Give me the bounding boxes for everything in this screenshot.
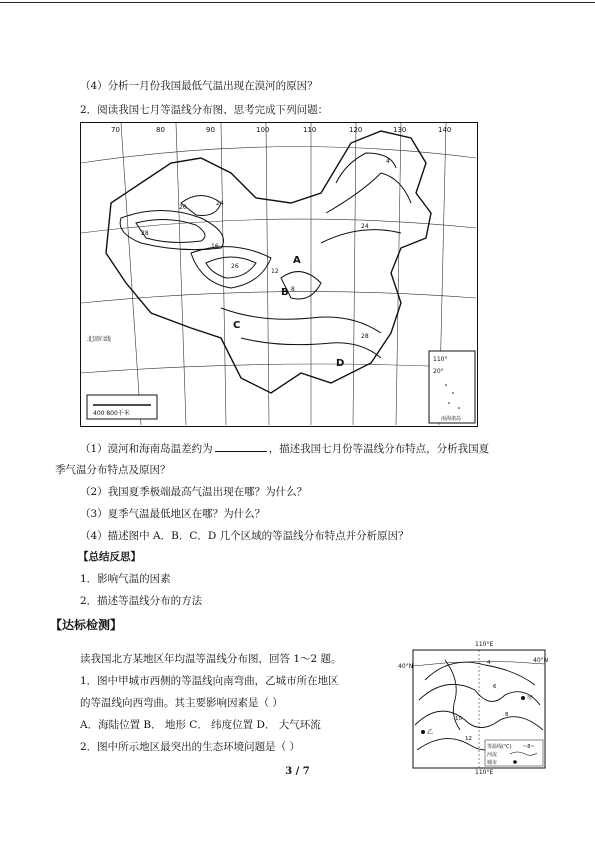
lon-label: 110 — [303, 126, 317, 134]
contour-label: 10 — [455, 716, 462, 722]
contour-label: 8 — [505, 712, 509, 718]
answer-blank[interactable] — [215, 441, 267, 452]
svg-text:甲: 甲 — [527, 695, 534, 702]
svg-text:南海诸岛: 南海诸岛 — [441, 416, 462, 422]
contour-label: 8 — [291, 286, 295, 293]
contour-label: 4 — [487, 660, 491, 666]
region-label-b: B — [281, 287, 289, 298]
contour-label: 28 — [141, 230, 149, 237]
svg-text:110°: 110° — [433, 356, 448, 363]
lon-label: 120 — [349, 126, 363, 134]
contour-label: 24 — [361, 223, 369, 230]
lat-right-label: 40°N — [533, 657, 549, 664]
contour-label: 6 — [493, 684, 497, 690]
svg-text:~8~: ~8~ — [523, 744, 535, 750]
contour-label: 28 — [361, 333, 369, 340]
contour-label: 24 — [216, 200, 224, 207]
contour-label: 20 — [179, 204, 187, 211]
lon-label: 100 — [256, 126, 270, 134]
test-question-1-cont: 的等温线向西弯曲。其主要影响因素是（ ） — [80, 697, 283, 709]
region-label-d: D — [336, 358, 345, 369]
contour-label: 12 — [271, 268, 279, 275]
svg-text:乙: 乙 — [427, 729, 434, 736]
test-intro: 读我国北方某地区年均温等温线分布图，回答 1～2 题。 — [80, 653, 342, 665]
sub-question-4: （4）描述图中 A．B．C．D 几个区域的等温线分布特点并分析原因？ — [80, 530, 409, 542]
test-question-2: 2．图中所示地区最突出的生态环境问题是（ ） — [80, 741, 301, 753]
lon-label: 140 — [438, 126, 452, 134]
china-july-isotherm-map — [80, 122, 478, 427]
lon-label: 90 — [206, 126, 215, 134]
summary-heading: 【总结反思】 — [78, 551, 141, 563]
svg-text:等温线(℃): 等温线(℃) — [487, 744, 512, 750]
scale-bar — [87, 395, 157, 419]
lon-label: 70 — [111, 126, 120, 134]
contour-label: 4 — [386, 158, 390, 165]
sub-question-3: （3）夏季气温最低地区在哪？为什么？ — [80, 508, 266, 520]
lat-left-label: 40°N — [398, 663, 414, 670]
sub-question-1: （1）漠河和海南岛温差约为 ，描述我国七月份等温线分布特点，分析我国夏 — [80, 443, 490, 455]
region-label-a: A — [293, 255, 301, 266]
north-region-isotherm-map — [398, 640, 553, 776]
svg-text:城市: 城市 — [487, 760, 498, 766]
test-question-1-options: A．海陆位置 B． 地形 C． 纬度位置 D． 大气环流 — [80, 719, 321, 731]
sub-question-1-cont: 季气温分布特点及原因？ — [55, 464, 171, 476]
region-label-c: C — [233, 320, 241, 331]
svg-text:400 800千米: 400 800千米 — [93, 410, 130, 417]
question-4-jan-mohe: （4）分析一月份我国最低气温出现在漠河的原因？ — [80, 80, 318, 92]
test-heading: 【达标检测】 — [50, 618, 123, 632]
bottom-lon-label: 110°E — [475, 769, 494, 776]
svg-text:河流: 河流 — [487, 752, 498, 758]
summary-item-1: 1．影响气温的因素 — [80, 573, 171, 585]
contour-label: 26 — [231, 263, 239, 270]
page-top-rule — [0, 2, 595, 3]
contour-label: 16 — [211, 243, 219, 250]
page-number: 3 / 7 — [285, 766, 310, 777]
summary-item-2: 2．描述等温线分布的方法 — [80, 595, 203, 607]
south-china-sea-inset — [429, 351, 475, 423]
svg-text:20°: 20° — [433, 368, 444, 375]
lon-label: 130 — [393, 126, 407, 134]
map-legend — [485, 740, 543, 766]
test-question-1: 1．图中甲城市西侧的等温线向南弯曲，乙城市所在地区 — [80, 675, 339, 687]
top-lon-label: 110°E — [475, 641, 494, 648]
tropic-label: 北回归线 — [87, 336, 112, 343]
question-2-intro: 2．阅读我国七月等温线分布图、思考完成下列问题： — [80, 104, 329, 116]
contour-label: 12 — [465, 736, 472, 742]
sub-question-2: （2）我国夏季极端最高气温出现在哪？为什么？ — [80, 486, 308, 498]
lon-label: 80 — [156, 126, 165, 134]
